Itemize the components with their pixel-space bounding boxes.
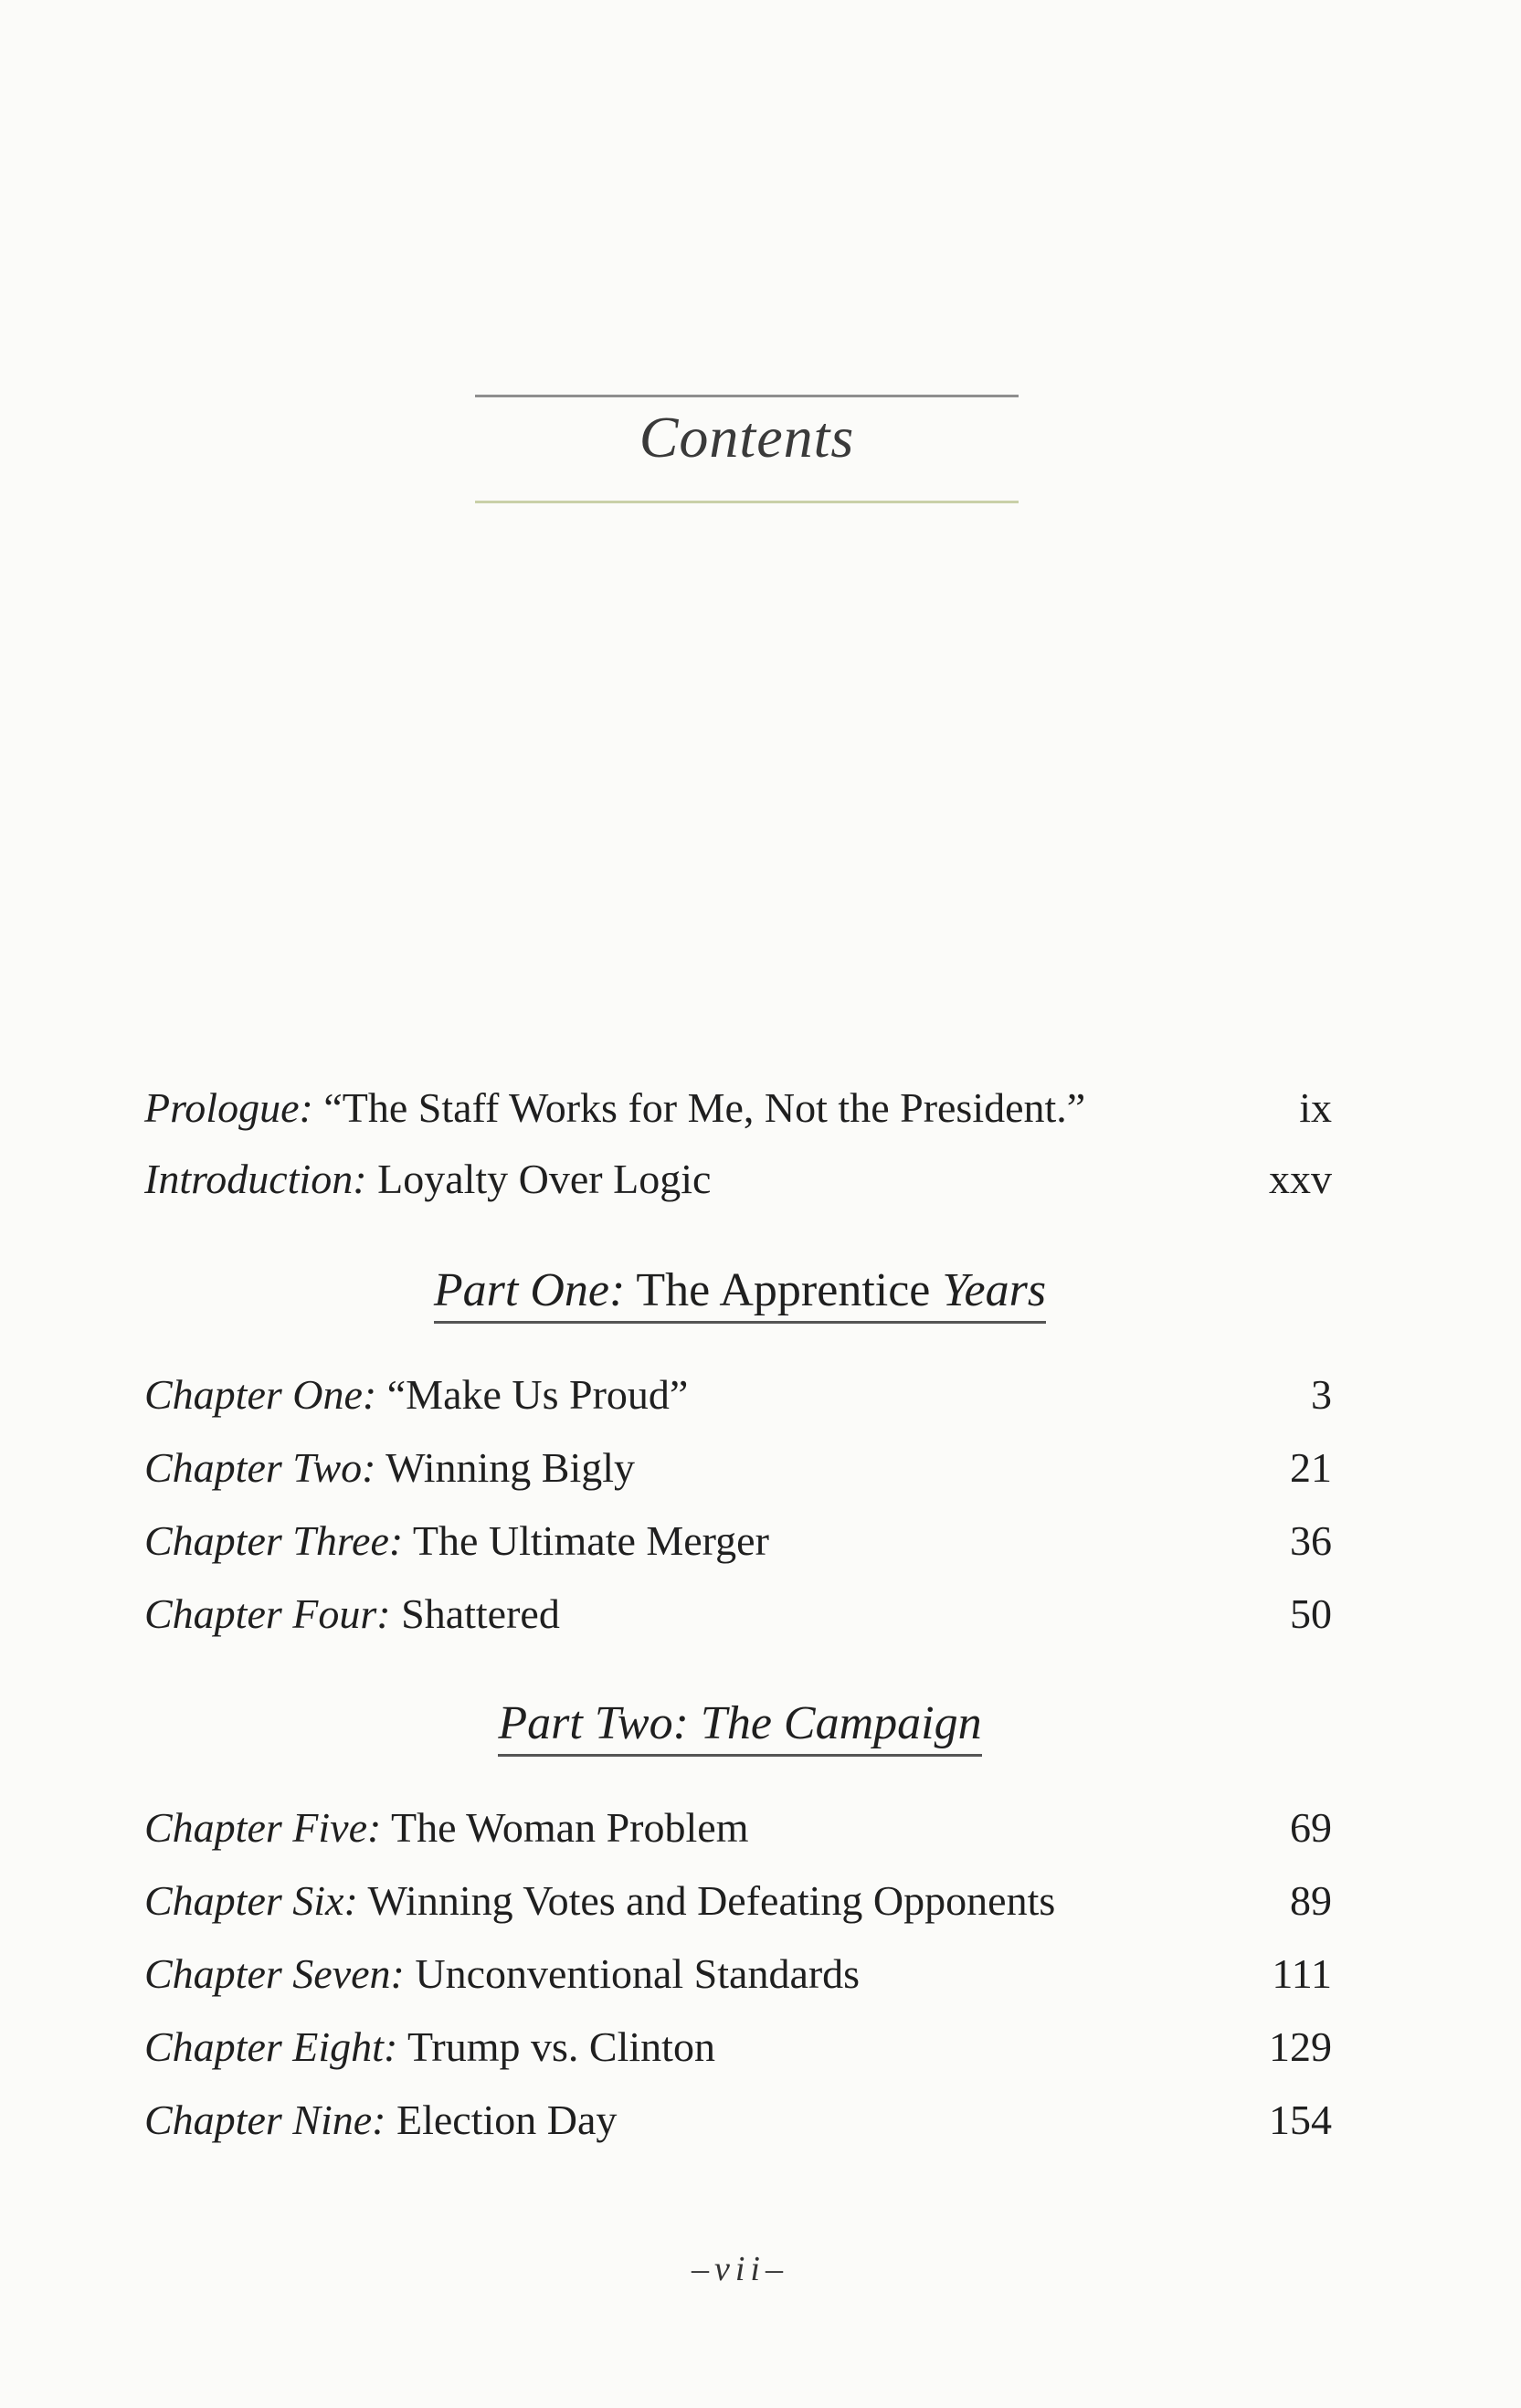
entry-prefix: Prologue: [144,1084,313,1131]
entry-prefix: Chapter Five: [144,1804,382,1851]
entry-label [144,1436,635,1500]
part-one-heading-underlined [434,1261,1046,1324]
part-two-heading [0,1692,1480,1757]
entry-page-number: xxv [1269,1156,1332,1202]
entry-label [144,1147,711,1211]
entry-prefix: Chapter Seven: [144,1950,405,1997]
entry-label [144,1582,560,1646]
entry-prefix: Chapter Three: [144,1517,404,1564]
entry-label [144,2015,715,2079]
entry-page-number: 21 [1290,1444,1332,1491]
toc-entry-chapter-five [144,1796,1332,1860]
entry-title: Winning Bigly [386,1444,636,1491]
entry-page-number: 154 [1269,2096,1332,2143]
toc-entry-chapter-four [144,1582,1332,1646]
entry-prefix: Chapter Nine: [144,2096,386,2143]
entry-label [144,1363,688,1427]
part-two-label: Part Two: The Campaign [498,1694,981,1757]
part-one-title-italic: Years [942,1264,1047,1316]
entry-page-number: 89 [1290,1877,1332,1924]
entry-prefix: Chapter One: [144,1371,377,1418]
entry-label [144,1942,860,2006]
part-one-heading [0,1259,1480,1324]
entry-label [144,1796,748,1860]
entry-page-number: ix [1299,1084,1332,1131]
entry-page-number: 129 [1269,2023,1332,2070]
title-top-rule [475,395,1019,397]
entry-prefix: Chapter Eight: [144,2023,398,2070]
entry-label [144,1509,769,1573]
entry-title: “Make Us Proud” [386,1371,689,1418]
part-one-label: Part One: [433,1264,626,1316]
page-title: Contents [639,405,855,470]
title-bottom-rule [475,501,1019,503]
entry-title: The Ultimate Merger [412,1517,769,1564]
entry-page-number: 69 [1290,1804,1332,1851]
entry-label [144,1076,1085,1140]
toc-entry-introduction [144,1147,1332,1211]
entry-page-number: 36 [1290,1517,1332,1564]
entry-title: Unconventional Standards [415,1950,861,1997]
toc-entry-chapter-seven [144,1942,1332,2006]
entry-prefix: Chapter Four: [144,1590,391,1637]
toc-entry-chapter-two [144,1436,1332,1500]
toc-entry-chapter-one [144,1363,1332,1427]
toc-entry-chapter-nine [144,2088,1332,2152]
entry-prefix: Chapter Six: [144,1877,358,1924]
toc-entry-chapter-three [144,1509,1332,1573]
toc-entry-chapter-eight [144,2015,1332,2079]
entry-prefix: Introduction: [144,1156,367,1202]
entry-title: Shattered [401,1590,560,1637]
toc-entry-prologue [144,1076,1332,1140]
entry-title: Trump vs. Clinton [407,2023,715,2070]
entry-page-number: 3 [1311,1371,1332,1418]
entry-title: Loyalty Over Logic [377,1156,712,1202]
entry-label [144,1869,1055,1933]
page-folio: –vii– [692,2250,788,2288]
entry-title: Winning Votes and Defeating Opponents [367,1877,1056,1924]
part-one-title: The Apprentice [636,1264,931,1316]
entry-title: Election Day [396,2096,618,2143]
entry-page-number: 111 [1272,1950,1332,1997]
entry-page-number: 50 [1290,1590,1332,1637]
entry-prefix: Chapter Two: [144,1444,376,1491]
entry-label [144,2088,617,2152]
entry-title: “The Staff Works for Me, Not the President.” [323,1084,1086,1131]
entry-title: The Woman Problem [390,1804,749,1851]
toc-entry-chapter-six [144,1869,1332,1933]
